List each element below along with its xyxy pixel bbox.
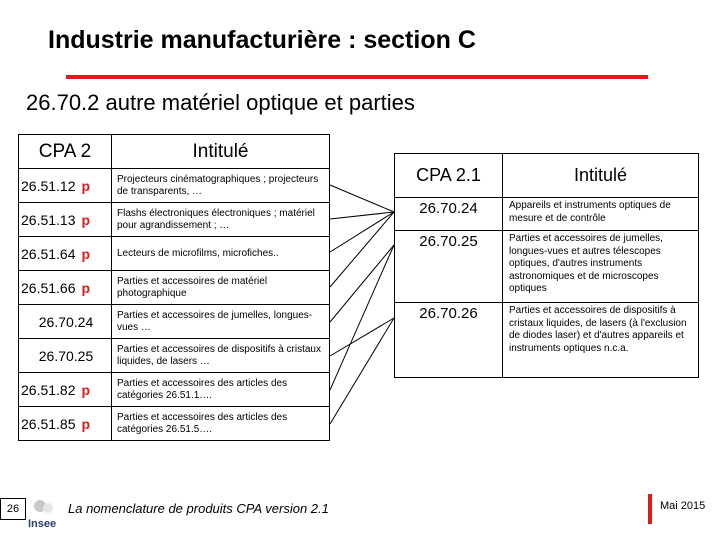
column-header-code: CPA 2 <box>19 135 112 169</box>
partial-flag: p <box>81 279 91 296</box>
cpa-label: Parties et accessoires de jumelles, longues-vues et autres télescopes optiques, d'autres instruments astronomiques et de microscopes optiques <box>503 231 699 303</box>
table-row <box>395 198 699 231</box>
page-number: 26 <box>0 498 26 520</box>
cpa-code-cell <box>19 203 112 237</box>
partial-flag: p <box>81 177 91 194</box>
cpa-code: 26.70.25 <box>395 231 503 303</box>
cpa-code-cell <box>19 305 112 339</box>
cpa-code: 26.70.26 <box>395 303 503 378</box>
table-row <box>19 305 330 339</box>
table-header-row <box>19 135 330 169</box>
title-underline <box>66 75 648 79</box>
column-header-code: CPA 2.1 <box>395 154 503 198</box>
logo-text: Insee <box>28 518 57 530</box>
cpa-label: Parties et accessoires de dispositifs à cristaux liquides, de lasers (à l'exclusion de diodes laser) et d'autres appareils et instruments optiques n.c.a. <box>503 303 699 378</box>
mapping-line <box>330 212 394 287</box>
cpa-label: Projecteurs cinématographiques ; projecteurs de transparents, … <box>112 169 330 203</box>
cpa-code-cell <box>19 373 112 407</box>
partial-flag: p <box>81 245 91 262</box>
footer-caption: La nomenclature de produits CPA version 2.1 <box>68 501 329 516</box>
cpa-label: Parties et accessoires des articles des catégories 26.51.1…. <box>112 373 330 407</box>
page-subtitle: 26.70.2 autre matériel optique et parties <box>26 90 415 115</box>
table-row <box>395 303 699 378</box>
table-row <box>19 407 330 441</box>
cpa-code: 26.51.82 <box>21 381 76 398</box>
mapping-line <box>330 245 394 322</box>
cpa-code-cell <box>19 271 112 305</box>
table-row <box>19 237 330 271</box>
cpa-label: Parties et accessoires de dispositifs à cristaux liquides, de lasers … <box>112 339 330 373</box>
cpa-code-cell <box>19 407 112 441</box>
cpa-label: Parties et accessoires de jumelles, longues-vues … <box>112 305 330 339</box>
table-row <box>19 373 330 407</box>
cpa-code: 26.51.12 <box>21 177 76 194</box>
cpa-code: 26.51.85 <box>21 415 76 432</box>
cpa-label: Parties et accessoires de matériel photographique <box>112 271 330 305</box>
mapping-line <box>330 185 394 212</box>
cpa-code-cell <box>19 169 112 203</box>
mapping-line <box>330 318 394 424</box>
mapping-line <box>330 212 394 252</box>
partial-flag: p <box>81 415 91 432</box>
cpa-code: 26.70.24 <box>38 313 94 330</box>
cpa-label: Flashs électroniques électroniques ; matériel pour agrandissement ; … <box>112 203 330 237</box>
partial-flag: p <box>81 381 91 398</box>
mapping-line <box>330 212 394 219</box>
cpa-code: 26.51.66 <box>21 279 76 296</box>
cpa-code-cell <box>19 237 112 271</box>
cpa-label: Lecteurs de microfilms, microfiches.. <box>112 237 330 271</box>
table-header-row <box>395 154 699 198</box>
footer-accent-bar <box>648 494 652 524</box>
cpa-code: 26.70.24 <box>395 198 503 231</box>
insee-logo <box>26 496 62 532</box>
table-row <box>19 203 330 237</box>
cpa-code: 26.70.25 <box>38 347 94 364</box>
cpa-code: 26.51.64 <box>21 245 76 262</box>
table-row <box>19 339 330 373</box>
cpa-label: Appareils et instruments optiques de mesure et de contrôle <box>503 198 699 231</box>
table-row <box>19 169 330 203</box>
mapping-line <box>330 318 394 356</box>
cpa-code: 26.51.13 <box>21 211 76 228</box>
column-header-label: Intitulé <box>503 154 699 198</box>
cpa2-table <box>18 134 330 441</box>
footer-date: Mai 2015 <box>660 500 706 512</box>
mapping-line <box>330 245 394 390</box>
page-title: Industrie manufacturière : section C <box>48 26 476 54</box>
cpa21-table <box>394 153 699 378</box>
table-row <box>19 271 330 305</box>
cpa-code-cell <box>19 339 112 373</box>
partial-flag: p <box>81 211 91 228</box>
cpa-label: Parties et accessoires des articles des catégories 26.51.5…. <box>112 407 330 441</box>
column-header-label: Intitulé <box>112 135 330 169</box>
table-row <box>395 231 699 303</box>
